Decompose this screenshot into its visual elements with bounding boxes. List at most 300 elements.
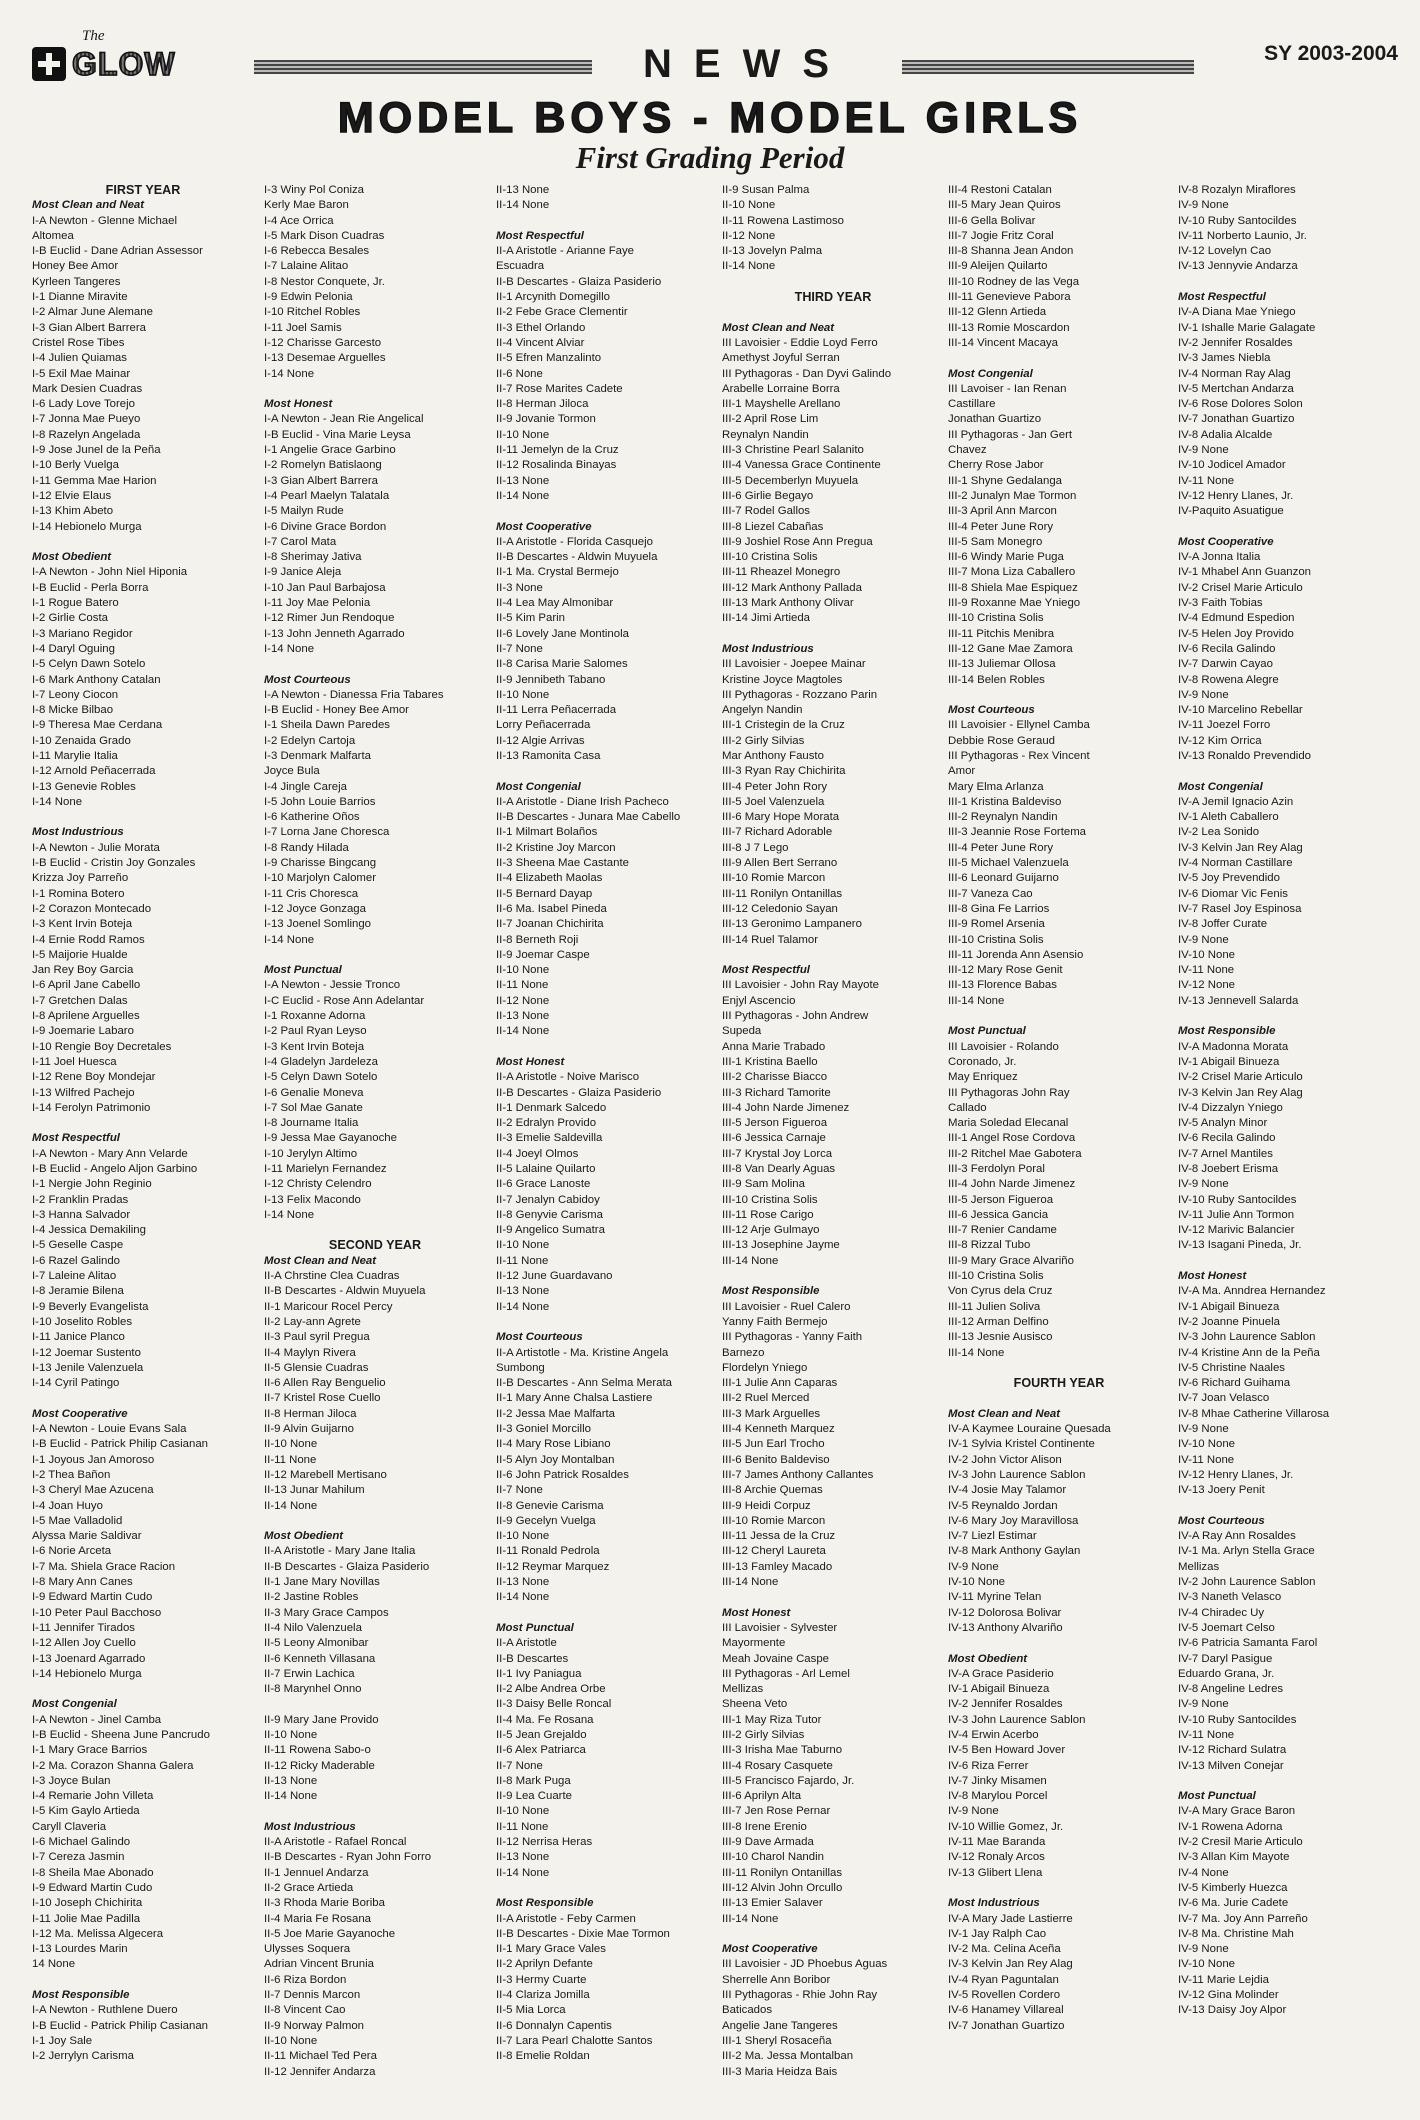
awardee-line: III-11 Julien Soliva (948, 1300, 1041, 1313)
awardee-line: III-11 Rose Carigo (722, 1208, 814, 1221)
awardee-line: IV-2 Joanne Pinuela (1178, 1315, 1280, 1328)
awardee-line: IV-5 Joemart Celso (1178, 1621, 1275, 1634)
awardee-line: I-4 Pearl Maelyn Talatala (264, 489, 390, 502)
awardee-line: II-11 Ronald Pedrola (496, 1545, 600, 1558)
awardee-line: II-B Descartes - Glaiza Pasiderio (496, 275, 662, 288)
awardee-line: III-8 Van Dearly Aguas (722, 1163, 836, 1175)
awardee-line: I-11 Marylie Italia (32, 749, 118, 762)
awardee-line: III-1 Shyne Gedalanga (948, 474, 1062, 487)
awardee-line: III-9 Mary Grace Alvariño (948, 1254, 1074, 1267)
awardee-line: II-9 Alvin Guijarno (264, 1423, 354, 1436)
awardee-line: I-11 Janice Planco (32, 1331, 125, 1344)
awardee-line: II-3 Rhoda Marie Boriba (264, 1897, 385, 1910)
awardee-line: II-11 Michael Ted Pera (264, 2050, 377, 2063)
awardee-line: Altomea (32, 229, 74, 242)
awardee-line: I-13 Joenard Agarrado (32, 1652, 146, 1665)
category-heading: Most Responsible (32, 1989, 130, 2002)
awardee-line: III-9 Romel Arsenia (948, 918, 1045, 931)
column-6 (1178, 183, 1400, 2019)
spacer (496, 214, 718, 229)
awardee-line: III-8 Gina Fe Larrios (948, 902, 1050, 915)
awardee-line: II-13 None (496, 1010, 550, 1023)
awardee-line: IV-13 Glibert Llena (948, 1866, 1043, 1879)
awardee-line: IV-12 Lovelyn Cao (1178, 245, 1272, 258)
awardee-line: II-2 Edralyn Provido (496, 1117, 597, 1130)
awardee-line: IV-11 Myrine Telan (948, 1591, 1042, 1604)
awardee-line: I-6 Lady Love Torejo (32, 398, 136, 411)
awardee-line: III-8 Shanna Jean Andon (948, 245, 1074, 258)
awardee-line: III-13 Mark Anthony Olivar (722, 597, 854, 610)
awardee-line: I-2 Ma. Corazon Shanna Galera (32, 1759, 194, 1772)
awardee-line: IV-2 Lea Sonido (1178, 826, 1260, 839)
awardee-line: I-13 Joenel Somlingo (264, 918, 372, 931)
awardee-line: I-13 Lourdes Marin (32, 1943, 128, 1956)
awardee-line: I-11 Gemma Mae Harion (32, 474, 157, 487)
awardee-line: IV-7 Joan Velasco (1178, 1392, 1270, 1405)
awardee-line: IV-3 Naneth Velasco (1178, 1591, 1282, 1604)
awardee-line: I-3 Mariano Regidor (32, 627, 133, 640)
awardee-line: I-B Euclid - Sheena June Pancrudo (32, 1728, 210, 1741)
awardee-line: Sherrelle Ann Boribor (722, 1973, 831, 1986)
awardee-line: I-A Newton - Ruthlene Duero (32, 2004, 178, 2017)
awardee-line: II-10 None (496, 964, 550, 977)
awardee-line: II-2 Aprilyn Defante (496, 1958, 593, 1971)
awardee-line: I-B Euclid - Honey Bee Amor (264, 704, 409, 717)
awardee-line: II-14 None (496, 199, 550, 212)
awardee-line: II-10 None (264, 1438, 318, 1451)
awardee-line: II-8 Herman Jiloca (496, 398, 589, 411)
awardee-line: II-12 Nerrisa Heras (496, 1836, 593, 1849)
awardee-line: IV-5 Reynaldo Jordan (948, 1499, 1058, 1512)
awardee-line: Kyrleen Tangeres (32, 275, 121, 288)
awardee-line: III-11 Ronilyn Ontanillas (722, 1866, 843, 1879)
awardee-line: IV-12 None (1178, 979, 1235, 992)
awardee-line: II-4 Elizabeth Maolas (496, 872, 603, 885)
awardee-line: I-9 Edward Martin Cudo (32, 1881, 153, 1894)
awardee-line: I-9 Theresa Mae Cerdana (32, 719, 163, 732)
awardee-line: I-8 Sherimay Jativa (264, 551, 362, 564)
awardee-line: II-12 Jennifer Andarza (264, 2065, 376, 2078)
category-heading: Most Respectful (496, 229, 584, 242)
awardee-line: I-7 Sol Mae Ganate (264, 1101, 363, 1114)
awardee-line: II-14 None (496, 1866, 550, 1879)
awardee-line: III-3 Jeannie Rose Fortema (948, 826, 1087, 839)
awardee-line: III-3 Ferdolyn Poral (948, 1163, 1045, 1175)
awardee-line: Mayormente (722, 1637, 786, 1650)
awardee-line: I-13 Khim Abeto (32, 505, 114, 518)
awardee-line: II-8 Genyvie Carisma (496, 1208, 603, 1221)
spacer (32, 1973, 254, 1988)
awardee-line: I-14 None (264, 1208, 315, 1221)
logo-the-text: The (82, 28, 105, 44)
section-title: NEWS (592, 42, 902, 88)
awardee-line: Honey Bee Amor (32, 260, 119, 273)
awardee-line: III-1 Mayshelle Arellano (722, 398, 841, 411)
awardee-line: II-11 None (496, 1254, 549, 1267)
awardee-line: IV-7 Arnel Mantiles (1178, 1147, 1273, 1160)
awardee-line: IV-13 Isagani Pineda, Jr. (1178, 1239, 1302, 1252)
awardee-line: Barnezo (722, 1346, 765, 1359)
awardee-line: IV-10 Willie Gomez, Jr. (948, 1820, 1064, 1833)
awardee-line: I-3 Joyce Bulan (32, 1774, 111, 1787)
awardee-line: II-B Descartes - Glaiza Pasiderio (264, 1560, 430, 1573)
awardee-line: III-5 Jerson Figueroa (948, 1193, 1054, 1206)
awardee-line: II-1 Ma. Crystal Bermejo (496, 566, 619, 579)
awardee-line: IV-3 John Laurence Sablon (948, 1468, 1086, 1481)
category-heading: Most Punctual (496, 1621, 574, 1634)
awardee-line: II-4 Lea May Almonibar (496, 597, 614, 610)
awardee-line: IV-2 Crisel Marie Articulo (1178, 581, 1303, 594)
awardee-line: I-4 Remarie John Villeta (32, 1790, 154, 1803)
awardee-line: IV-5 Ben Howard Jover (948, 1744, 1066, 1757)
awardee-line: Escuadra (496, 260, 545, 273)
awardee-line: II-3 Daisy Belle Roncal (496, 1698, 612, 1711)
awardee-line: I-B Euclid - Dane Adrian Assessor (32, 245, 203, 258)
awardee-line: I-A Newton - Louie Evans Sala (32, 1423, 187, 1436)
awardee-line: IV-3 John Laurence Sablon (948, 1713, 1086, 1726)
awardee-line: I-6 Michael Galindo (32, 1836, 131, 1849)
awardee-line: I-6 Genalie Moneva (264, 1086, 364, 1099)
awardee-line: IV-7 Liezl Estimar (948, 1530, 1037, 1543)
awardee-line: I-3 Kent Irvin Boteja (32, 918, 133, 931)
awardee-line: II-5 Leony Almonibar (264, 1637, 369, 1650)
awardee-line: II-14 None (496, 489, 550, 502)
awardee-line: II-8 Herman Jiloca (264, 1407, 357, 1420)
spacer (496, 504, 718, 519)
awardee-line: IV-7 Ma. Joy Ann Parreño (1178, 1912, 1308, 1925)
awardee-line: I-A Newton - John Niel Hiponia (32, 566, 188, 579)
awardee-line: II-11 Lerra Peñacerrada (496, 704, 617, 717)
awardee-line: IV-12 Richard Sulatra (1178, 1744, 1287, 1757)
awardee-line: II-7 Lara Pearl Chalotte Santos (496, 2034, 653, 2047)
awardee-line: I-11 Jennifer Tirados (32, 1621, 135, 1634)
awardee-line: I-5 Exil Mae Mainar (32, 367, 131, 380)
awardee-line: I-5 Kim Gaylo Artieda (32, 1805, 140, 1818)
awardee-line: I-5 John Louie Barrios (264, 795, 376, 808)
awardee-line: II-5 Alyn Joy Montalban (496, 1453, 615, 1466)
awardee-line: II-1 Arcynith Domegillo (496, 291, 610, 304)
awardee-line: III-3 Maria Heidza Bais (722, 2065, 838, 2078)
awardee-line: III-5 Michael Valenzuela (948, 857, 1069, 870)
awardee-line: III-13 Jesnie Ausisco (948, 1331, 1053, 1344)
awardee-line: III-9 Roxanne Mae Yniego (948, 597, 1081, 610)
awardee-line: 14 None (32, 1958, 76, 1971)
awardee-line: II-7 Jenalyn Cabidoy (496, 1193, 600, 1206)
awardee-line: II-7 None (496, 1484, 543, 1497)
awardee-line: III-1 Sheryl Rosaceña (722, 2034, 832, 2047)
awardee-line: IV-6 Diomar Vic Fenis (1178, 887, 1288, 900)
awardee-line: III-13 Juliemar Ollosa (948, 658, 1056, 671)
awardee-line: I-13 Jenile Valenzuela (32, 1361, 144, 1374)
awardee-line: I-6 Norie Arceta (32, 1545, 112, 1558)
awardee-line: I-5 Mae Valladolid (32, 1514, 123, 1527)
awardee-line: IV-2 Cresil Marie Articulo (1178, 1836, 1303, 1849)
page-subheadline: First Grading Period (575, 140, 845, 175)
awardee-line: May Enriquez (948, 1071, 1018, 1084)
awardee-line: Baticados (722, 2004, 773, 2017)
awardee-line: II-2 Jessa Mae Malfarta (496, 1407, 616, 1420)
awardee-line: IV-13 Ronaldo Prevendido (1178, 749, 1311, 762)
awardee-line: III-12 Gane Mae Zamora (948, 642, 1073, 655)
awardee-line: II-3 None (496, 581, 543, 594)
awardee-line: I-12 Elvie Elaus (32, 489, 112, 502)
awardee-line: IV-10 Jodicel Amador (1178, 459, 1286, 472)
awardee-line: I-11 Joy Mae Pelonia (264, 597, 371, 610)
awardee-line: II-B Descartes - Dixie Mae Tormon (496, 1927, 670, 1940)
awardee-line: III-14 None (722, 1576, 779, 1589)
awardee-line: III-2 Girly Silvias (722, 734, 805, 747)
awardee-line: III-5 Joel Valenzuela (722, 795, 825, 808)
awardee-line: II-7 None (496, 1759, 543, 1772)
awardee-line: III-12 Mark Anthony Pallada (722, 581, 862, 594)
awardee-line: II-B Descartes (496, 1652, 569, 1665)
category-heading: Most Clean and Neat (264, 1254, 377, 1267)
awardee-line: I-10 Zenaida Grado (32, 734, 131, 747)
awardee-line: I-C Euclid - Rose Ann Adelantar (264, 994, 425, 1007)
awardee-line: II-5 Lalaine Quilarto (496, 1163, 596, 1175)
awardee-line: I-9 Jessa Mae Gayanoche (264, 1132, 397, 1145)
awardee-line: IV-9 None (1178, 688, 1229, 701)
spacer (264, 382, 486, 397)
awardee-line: IV-9 None (1178, 1943, 1229, 1956)
awardee-line: IV-2 Crisel Marie Articulo (1178, 1071, 1303, 1084)
awardee-line: II-13 None (496, 474, 550, 487)
awardee-line: III Lavoisier - John Ray Mayote (722, 979, 880, 992)
awardee-line: II-8 Carisa Marie Salomes (496, 658, 628, 671)
awardee-line: Anna Marie Trabado (722, 1040, 826, 1053)
awardee-line: III Pythagoras - Yanny Faith (722, 1331, 863, 1344)
awardee-line: II-6 Riza Bordon (264, 1973, 347, 1986)
awardee-line: II-9 Lea Cuarte (496, 1790, 572, 1803)
awardee-line: IV-9 None (948, 1560, 999, 1573)
awardee-line: I-10 Jan Paul Barbajosa (264, 581, 386, 594)
awardee-line: IV-10 Marcelino Rebellar (1178, 704, 1303, 717)
awardee-line: III-7 Renier Candame (948, 1224, 1057, 1237)
awardee-line: II-12 Ricky Maderable (264, 1759, 375, 1772)
awardee-line: IV-3 Allan Kim Mayote (1178, 1851, 1290, 1864)
category-heading: Most Obedient (32, 551, 112, 564)
awardee-line: II-1 Mary Anne Chalsa Lastiere (496, 1392, 653, 1405)
awardee-line: II-9 Angelico Sumatra (496, 1224, 605, 1237)
awardee-line: II-13 None (496, 1851, 550, 1864)
category-heading: Most Cooperative (722, 1943, 818, 1956)
awardee-line: I-13 Felix Macondo (264, 1193, 361, 1206)
awardee-line: IV-1 Abigail Binueza (1178, 1055, 1280, 1068)
awardee-line: I-1 Nergie John Reginio (32, 1178, 152, 1191)
column-4 (722, 183, 944, 2080)
awardee-line: I-B Euclid - Cristin Joy Gonzales (32, 857, 196, 870)
awardee-line: IV-3 Kelvin Jan Rey Alag (948, 1958, 1073, 1971)
awardee-line: II-A Aristotle - Noive Marisco (496, 1071, 640, 1084)
awardee-line: I-14 Cyril Patingo (32, 1377, 120, 1390)
category-heading: Most Cooperative (32, 1407, 128, 1420)
awardee-line: III-7 Mona Liza Caballero (948, 566, 1076, 579)
awardee-line: II-2 Jastine Robles (264, 1591, 359, 1604)
awardee-line: II-13 Junar Mahilum (264, 1484, 365, 1497)
awardee-line: I-1 Joyous Jan Amoroso (32, 1453, 155, 1466)
awardee-line: II-A Chrstine Clea Cuadras (264, 1270, 400, 1283)
awardee-line: III-1 Angel Rose Cordova (948, 1132, 1076, 1145)
category-heading: Most Honest (1178, 1270, 1247, 1283)
category-heading: Most Honest (722, 1606, 791, 1619)
awardee-line: I-1 Mary Grace Barrios (32, 1744, 148, 1757)
awardee-line: Coronado, Jr. (948, 1055, 1017, 1068)
awardee-line: IV-6 Patricia Samanta Farol (1178, 1637, 1318, 1650)
awardee-line: III-6 Aprilyn Alta (722, 1790, 802, 1803)
awardee-line: IV-10 None (1178, 1438, 1235, 1451)
awardee-line: II-14 None (496, 1025, 550, 1038)
awardee-line: IV-2 Jennifer Rosaldes (1178, 336, 1293, 349)
awardee-line: III-4 Peter June Rory (948, 520, 1054, 533)
awardee-line: I-9 Jose Junel de la Peña (32, 444, 161, 457)
awardee-line: IV-11 Marie Lejdia (1178, 1973, 1269, 1986)
spacer (948, 351, 1170, 366)
awardee-line: III-4 Peter June Rory (948, 841, 1054, 854)
awardee-line: III Pythagoras - Dan Dyvi Galindo (722, 367, 892, 380)
spacer (32, 535, 254, 550)
awardee-line: II-5 Efren Manzalinto (496, 352, 602, 365)
awardee-line: III-2 Junalyn Mae Tormon (948, 489, 1077, 502)
awardee-line: IV-1 Ishalle Marie Galagate (1178, 321, 1316, 334)
awardee-line: I-2 Romelyn Batislaong (264, 459, 382, 472)
awardee-line: I-9 Charisse Bingcang (264, 857, 377, 870)
category-heading: Most Congenial (32, 1698, 117, 1711)
awardee-line: II-7 Joanan Chichirita (496, 918, 604, 931)
awardee-line: III-14 None (948, 1346, 1005, 1359)
awardee-line: I-10 Joselito Robles (32, 1315, 133, 1328)
awardee-line: I-7 Leony Ciocon (32, 688, 119, 701)
awardee-line: IV-3 John Laurence Sablon (1178, 1331, 1316, 1344)
awardee-line: III Lavoisier - Ruel Calero (722, 1300, 851, 1313)
awardee-line: IV-12 Henry Llanes, Jr. (1178, 1468, 1294, 1481)
awardee-line: I-6 Divine Grace Bordon (264, 520, 387, 533)
awardee-line: I-4 Jessica Demakiling (32, 1224, 146, 1237)
awardee-line: III-12 Alvin John Orcullo (722, 1881, 843, 1894)
awardee-line: II-2 Albe Andrea Orbe (496, 1683, 606, 1696)
awardee-line: III-8 J 7 Lego (722, 841, 789, 854)
awardee-line: Flordelyn Yniego (722, 1361, 808, 1374)
awardee-line: I-11 Joel Huesca (32, 1055, 117, 1068)
category-heading: Most Cooperative (496, 520, 592, 533)
awardee-line: I-13 Wilfred Pachejo (32, 1086, 135, 1099)
awardee-line: II-8 Marynhel Onno (264, 1683, 362, 1696)
awardee-line: II-12 Marebell Mertisano (264, 1468, 387, 1481)
awardee-line: I-3 Winy Pol Coniza (264, 184, 365, 196)
awardee-line: I-9 Edwin Pelonia (264, 291, 353, 304)
category-heading: Most Punctual (1178, 1790, 1256, 1803)
awardee-line: III-6 Jessica Gancia (948, 1208, 1049, 1221)
category-heading: Most Respectful (32, 1132, 120, 1145)
awardee-line: III-10 Cristina Solis (948, 612, 1044, 625)
awardee-line: II-7 Dennis Marcon (264, 1989, 361, 2002)
awardee-line: III-12 Celedonio Sayan (722, 902, 838, 915)
awardee-line: IV-11 Mae Baranda (948, 1836, 1046, 1849)
awardee-line: IV-9 None (1178, 1423, 1229, 1436)
awardee-line: II-9 Joemar Caspe (496, 948, 590, 961)
awardee-line: I-6 Rebecca Besales (264, 245, 370, 258)
awardee-line: II-A Aristotle - Arianne Faye (496, 245, 635, 258)
awardee-line: III-9 Joshiel Rose Ann Pregua (722, 535, 873, 548)
awardee-line: IV-13 Jennevell Salarda (1178, 994, 1299, 1007)
awardee-line: II-11 None (496, 1820, 549, 1833)
awardee-line: II-11 None (264, 1453, 317, 1466)
awardee-line: Cherry Rose Jabor (948, 459, 1044, 472)
awardee-line: III-8 Liezel Cabañas (722, 520, 824, 533)
awardee-line: III-14 Jimi Artieda (722, 612, 810, 625)
awardee-line: I-A Newton - Jinel Camba (32, 1713, 162, 1726)
glow-logo (32, 28, 247, 86)
awardee-line: III-3 Richard Tamorite (722, 1086, 831, 1099)
spacer (948, 1361, 1170, 1376)
awardee-line: Cristel Rose Tibes (32, 336, 125, 349)
awardee-line: III-2 Girly Silvias (722, 1728, 805, 1741)
spacer (1178, 1499, 1400, 1514)
awardee-line: I-13 John Jenneth Agarrado (264, 627, 405, 640)
awardee-line: IV-9 None (948, 1805, 999, 1818)
awardee-line: II-B Descartes - Aldwin Muyuela (264, 1285, 426, 1298)
awardee-line: IV-A Diana Mae Yniego (1178, 306, 1296, 319)
awardee-line: I-A Newton - Jessie Tronco (264, 979, 401, 992)
awardee-line: IV-7 Daryl Pasigue (1178, 1652, 1273, 1665)
awardee-line: II-13 None (496, 1285, 550, 1298)
awardee-line: I-8 Nestor Conquete, Jr. (264, 275, 385, 288)
awardee-line: III-4 Rosary Casquete (722, 1759, 833, 1772)
awardee-line: II-13 Ramonita Casa (496, 749, 601, 762)
awardee-line: II-5 Bernard Dayap (496, 887, 593, 900)
awardee-line: II-11 Rowena Sabo-o (264, 1744, 371, 1757)
awardee-line: IV-13 Anthony Alvariño (948, 1621, 1063, 1634)
awardee-line: III Lavoisier - Ellynel Camba (948, 719, 1090, 732)
awardee-line: IV-1 Abigail Binueza (1178, 1300, 1280, 1313)
awardee-line: I-11 Joel Samis (264, 321, 342, 334)
awardee-line: IV-4 Erwin Acerbo (948, 1728, 1039, 1741)
awardee-line: I-2 Girlie Costa (32, 612, 108, 625)
awardee-line: IV-8 Marylou Porcel (948, 1790, 1048, 1803)
awardee-line: III Pythagoras John Ray (948, 1086, 1070, 1099)
logo-word: GLOW (72, 45, 176, 82)
awardee-line: I-14 None (264, 933, 315, 946)
awardee-line: IV-11 Julie Ann Tormon (1178, 1208, 1295, 1221)
awardee-line: II-10 None (722, 199, 776, 212)
awardee-line: II-10 None (496, 1530, 550, 1543)
awardee-line: II-14 None (722, 260, 776, 273)
category-heading: Most Clean and Neat (948, 1407, 1061, 1420)
awardee-line: Jan Rey Boy Garcia (32, 964, 134, 977)
awardee-line: III-8 Archie Quemas (722, 1484, 823, 1497)
awardee-line: Joyce Bula (264, 765, 320, 778)
awardee-line: IV-1 Jay Ralph Cao (948, 1927, 1047, 1940)
awardee-line: II-2 Grace Artieda (264, 1881, 354, 1894)
awardee-line: IV-6 Hanamey Villareal (948, 2004, 1064, 2017)
awardee-line: IV-9 None (1178, 1178, 1229, 1191)
awardee-line: IV-7 Jonathan Guartizo (1178, 413, 1295, 426)
awardee-line: Debbie Rose Geraud (948, 734, 1056, 747)
awardee-line: II-A Aristotle - Mary Jane Italia (264, 1545, 416, 1558)
awardee-line: III-1 Cristegin de la Cruz (722, 719, 845, 732)
awardee-line: II-4 Maylyn Rivera (264, 1346, 356, 1359)
spacer (264, 948, 486, 963)
awardee-line: II-3 Paul syril Pregua (264, 1331, 370, 1344)
column-3 (496, 183, 718, 2065)
awardee-line: I-7 Laleine Alitao (32, 1270, 117, 1283)
awardee-line: I-7 Jonna Mae Pueyo (32, 413, 141, 426)
awardee-line: II-1 Jane Mary Novillas (264, 1576, 380, 1589)
awardee-line: III Lavoisier - Sylvester (722, 1621, 838, 1634)
awardee-line: IV-4 Norman Castillare (1178, 857, 1293, 870)
awardee-line: III-14 Ruel Talamor (722, 933, 819, 946)
awardee-line: I-B Euclid - Vina Marie Leysa (264, 428, 411, 441)
awardee-line: III-11 Pitchis Menibra (948, 627, 1055, 640)
